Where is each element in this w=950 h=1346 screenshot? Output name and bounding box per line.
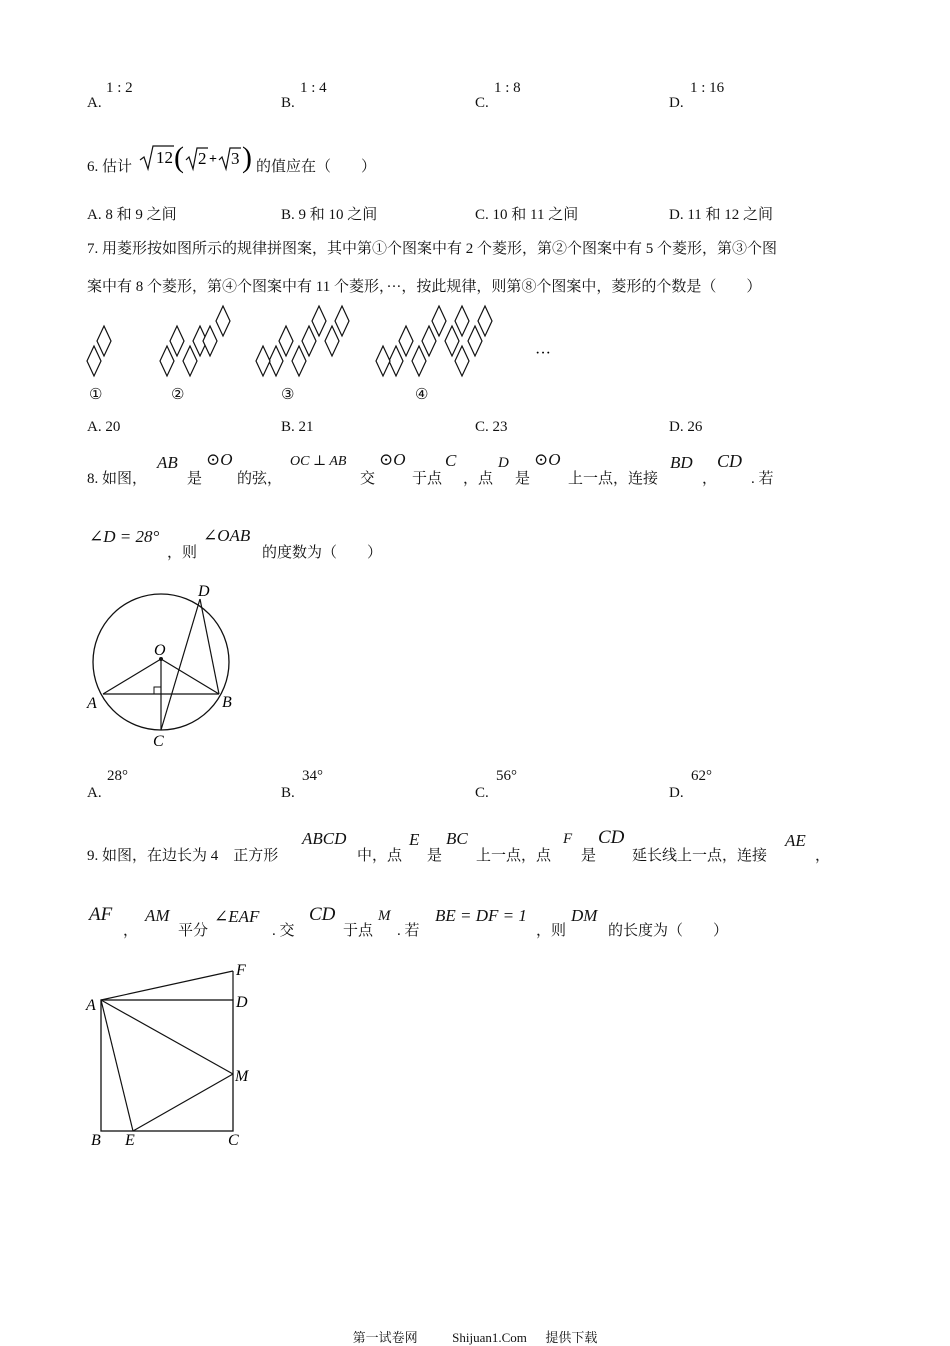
footer-domain: Shijuan1.Com bbox=[452, 1330, 527, 1345]
rhombus-pattern-2 bbox=[160, 306, 230, 376]
q5-option-b-value: 1 : 4 bbox=[300, 80, 327, 96]
q8-circle-figure bbox=[80, 578, 250, 753]
q7-option-b bbox=[281, 419, 314, 436]
q6-prefix: 6. 估计 bbox=[87, 159, 133, 175]
q7-figure-label-3: ③ bbox=[281, 387, 295, 403]
q6-suffix: 的值应在（ ） bbox=[256, 159, 377, 175]
q9-math-af: AF bbox=[89, 904, 113, 925]
q9-text-1: 9. 如图，在边长为 4 正方形 bbox=[87, 848, 279, 864]
q8-label-b: B bbox=[222, 694, 232, 711]
svg-text:(: ( bbox=[174, 141, 184, 174]
q7-option-d bbox=[669, 419, 702, 436]
q9-text-6: 延长线上一点，连接 bbox=[632, 848, 768, 864]
q6-expression bbox=[138, 140, 256, 174]
q6-option-c-value: 10 和 11 之间 bbox=[492, 207, 579, 223]
q6-option-a-label: A. bbox=[87, 207, 102, 223]
q8-label-o: O bbox=[154, 642, 166, 659]
q9-text-13: ，则 bbox=[536, 923, 567, 939]
q8-option-c-label: C. bbox=[475, 785, 489, 801]
q9-math-f: F bbox=[563, 831, 573, 847]
q9-math-ae: AE bbox=[785, 831, 806, 850]
q7-option-c bbox=[475, 419, 508, 436]
q8-text-5: 于点 bbox=[412, 471, 443, 487]
q6-option-b-value: 9 和 10 之间 bbox=[298, 207, 378, 223]
q9-text-5: 是 bbox=[581, 848, 597, 864]
q7-line-2: 案中有 8 个菱形，第④个图案中有 11 个菱形，···，按此规律，则第⑧个图案中，菱形的个数是（ ） bbox=[87, 279, 762, 295]
q6-option-b bbox=[281, 203, 377, 224]
q9-math-am: AM bbox=[145, 906, 170, 925]
q8-text-6: ，点 bbox=[463, 471, 494, 487]
q8-option-a-value: 28° bbox=[107, 768, 128, 784]
q8-text-10: . 若 bbox=[751, 471, 774, 487]
q9-text-2: 中，点 bbox=[357, 848, 403, 864]
q9-math-m: M bbox=[378, 908, 391, 924]
q8-option-d-label: D. bbox=[669, 785, 684, 801]
q6-expr-plus: + bbox=[209, 152, 217, 167]
q9-math-be-df: BE = DF = 1 bbox=[435, 906, 527, 925]
footer-tail: 提供下载 bbox=[545, 1330, 598, 1345]
q8-option-b-value: 34° bbox=[302, 768, 323, 784]
q9-label-e: E bbox=[125, 1132, 135, 1149]
q8-math-angle-d: ∠D = 28° bbox=[89, 527, 160, 546]
q9-math-dm: DM bbox=[571, 906, 598, 925]
rhombus-pattern-3 bbox=[256, 306, 349, 376]
q7-option-b-value: 21 bbox=[298, 419, 314, 435]
q8-text-7: 是 bbox=[515, 471, 531, 487]
q9-text-3: 是 bbox=[427, 848, 443, 864]
q6-expr-a: 12 bbox=[156, 148, 173, 167]
svg-text:): ) bbox=[242, 141, 252, 174]
q8-math-circle-o-1: ⊙O bbox=[206, 450, 233, 469]
q9-label-m: M bbox=[235, 1068, 249, 1085]
q6-expr-c: 3 bbox=[231, 149, 240, 168]
q5-option-a-value: 1 : 2 bbox=[106, 80, 133, 96]
q9-square-figure bbox=[80, 955, 260, 1155]
q9-text-9: 平分 bbox=[178, 923, 209, 939]
q9-text-14: 的长度为（ ） bbox=[608, 923, 729, 939]
q9-text-12: . 若 bbox=[397, 923, 420, 939]
q7-option-a bbox=[87, 419, 120, 436]
q6-option-c bbox=[475, 203, 578, 224]
q5-option-d-label: D. bbox=[669, 95, 684, 111]
q9-math-abcd: ABCD bbox=[302, 829, 347, 848]
q8-text-1: 8. 如图， bbox=[87, 471, 148, 487]
q6-expr-b: 2 bbox=[198, 149, 207, 168]
rhombus-pattern-1 bbox=[87, 326, 111, 376]
q9-text-10: . 交 bbox=[272, 923, 295, 939]
q5-option-c-label: C. bbox=[475, 95, 489, 111]
q6-option-d-label: D. bbox=[669, 207, 684, 223]
q8-text-3: 的弦， bbox=[237, 471, 283, 487]
q8-text-9: ， bbox=[702, 471, 718, 487]
footer-site: 第一试卷网 bbox=[352, 1330, 418, 1345]
q8-math-circle-o-3: ⊙O bbox=[534, 450, 561, 469]
q7-option-a-value: 20 bbox=[105, 419, 121, 435]
q9-text-8: ， bbox=[123, 923, 139, 939]
q7-rhombus-figure bbox=[80, 300, 570, 380]
q8-math-bd: BD bbox=[670, 453, 693, 472]
q8-text-2: 是 bbox=[187, 471, 203, 487]
q8-text-8: 上一点，连接 bbox=[568, 471, 659, 487]
page-footer bbox=[0, 1327, 950, 1346]
q8-math-circle-o-2: ⊙O bbox=[379, 450, 406, 469]
q8-text-12: 的度数为（ ） bbox=[262, 545, 383, 561]
q6-option-d bbox=[669, 203, 773, 224]
q8-math-ab: AB bbox=[157, 453, 178, 472]
q8-math-cd: CD bbox=[717, 451, 743, 471]
q8-label-d: D bbox=[198, 583, 210, 600]
q9-math-bc: BC bbox=[446, 829, 468, 848]
q9-text-4: 上一点，点 bbox=[476, 848, 552, 864]
q8-option-b-label: B. bbox=[281, 785, 295, 801]
q7-ellipsis: ··· bbox=[535, 345, 551, 362]
q9-text-11: 于点 bbox=[343, 923, 374, 939]
q9-math-cd: CD bbox=[598, 827, 625, 848]
rhombus-pattern-4 bbox=[376, 306, 492, 376]
q7-figure-label-2: ② bbox=[171, 387, 185, 403]
q9-math-angle-eaf: ∠EAF bbox=[214, 907, 260, 926]
q6-option-d-value: 11 和 12 之间 bbox=[687, 207, 774, 223]
q7-line-1: 7. 用菱形按如图所示的规律拼图案，其中第①个图案中有 2 个菱形，第②个图案中有 5 个菱形，第③个图 bbox=[87, 241, 778, 257]
q8-label-c: C bbox=[153, 733, 164, 750]
q7-option-c-value: 23 bbox=[492, 419, 508, 435]
q7-figure-label-4: ④ bbox=[415, 387, 429, 403]
q9-label-d: D bbox=[236, 994, 248, 1011]
q8-label-a: A bbox=[87, 695, 97, 712]
q9-label-c: C bbox=[228, 1132, 239, 1149]
q9-label-b: B bbox=[91, 1132, 101, 1149]
q7-option-a-label: A. bbox=[87, 419, 102, 435]
q7-option-d-label: D. bbox=[669, 419, 684, 435]
q5-option-a-label: A. bbox=[87, 95, 102, 111]
q5-option-d-value: 1 : 16 bbox=[690, 80, 725, 96]
q8-text-4: 交 bbox=[360, 471, 376, 487]
q5-option-b-label: B. bbox=[281, 95, 295, 111]
q8-math-angle-oab: ∠OAB bbox=[203, 526, 251, 545]
q8-option-a-label: A. bbox=[87, 785, 102, 801]
q6-option-b-label: B. bbox=[281, 207, 295, 223]
q8-math-d: D bbox=[498, 455, 509, 471]
q7-figure-label-1: ① bbox=[89, 387, 103, 403]
q9-label-a: A bbox=[86, 997, 96, 1014]
q6-option-a-value: 8 和 9 之间 bbox=[105, 207, 177, 223]
q6-option-c-label: C. bbox=[475, 207, 489, 223]
q9-math-e: E bbox=[409, 830, 420, 849]
q8-option-c-value: 56° bbox=[496, 768, 517, 784]
q9-label-f: F bbox=[236, 962, 246, 979]
q9-math-cd-2: CD bbox=[309, 904, 336, 925]
q7-option-b-label: B. bbox=[281, 419, 295, 435]
q7-option-d-value: 26 bbox=[687, 419, 703, 435]
q9-text-7: ， bbox=[815, 848, 831, 864]
q8-option-d-value: 62° bbox=[691, 768, 712, 784]
q6-option-a bbox=[87, 203, 177, 224]
q5-option-c-value: 1 : 8 bbox=[494, 80, 521, 96]
q7-option-c-label: C. bbox=[475, 419, 489, 435]
q8-math-c: C bbox=[445, 451, 457, 470]
q8-math-perp: OC ⊥ AB bbox=[290, 454, 347, 469]
q8-text-11: ，则 bbox=[167, 545, 198, 561]
